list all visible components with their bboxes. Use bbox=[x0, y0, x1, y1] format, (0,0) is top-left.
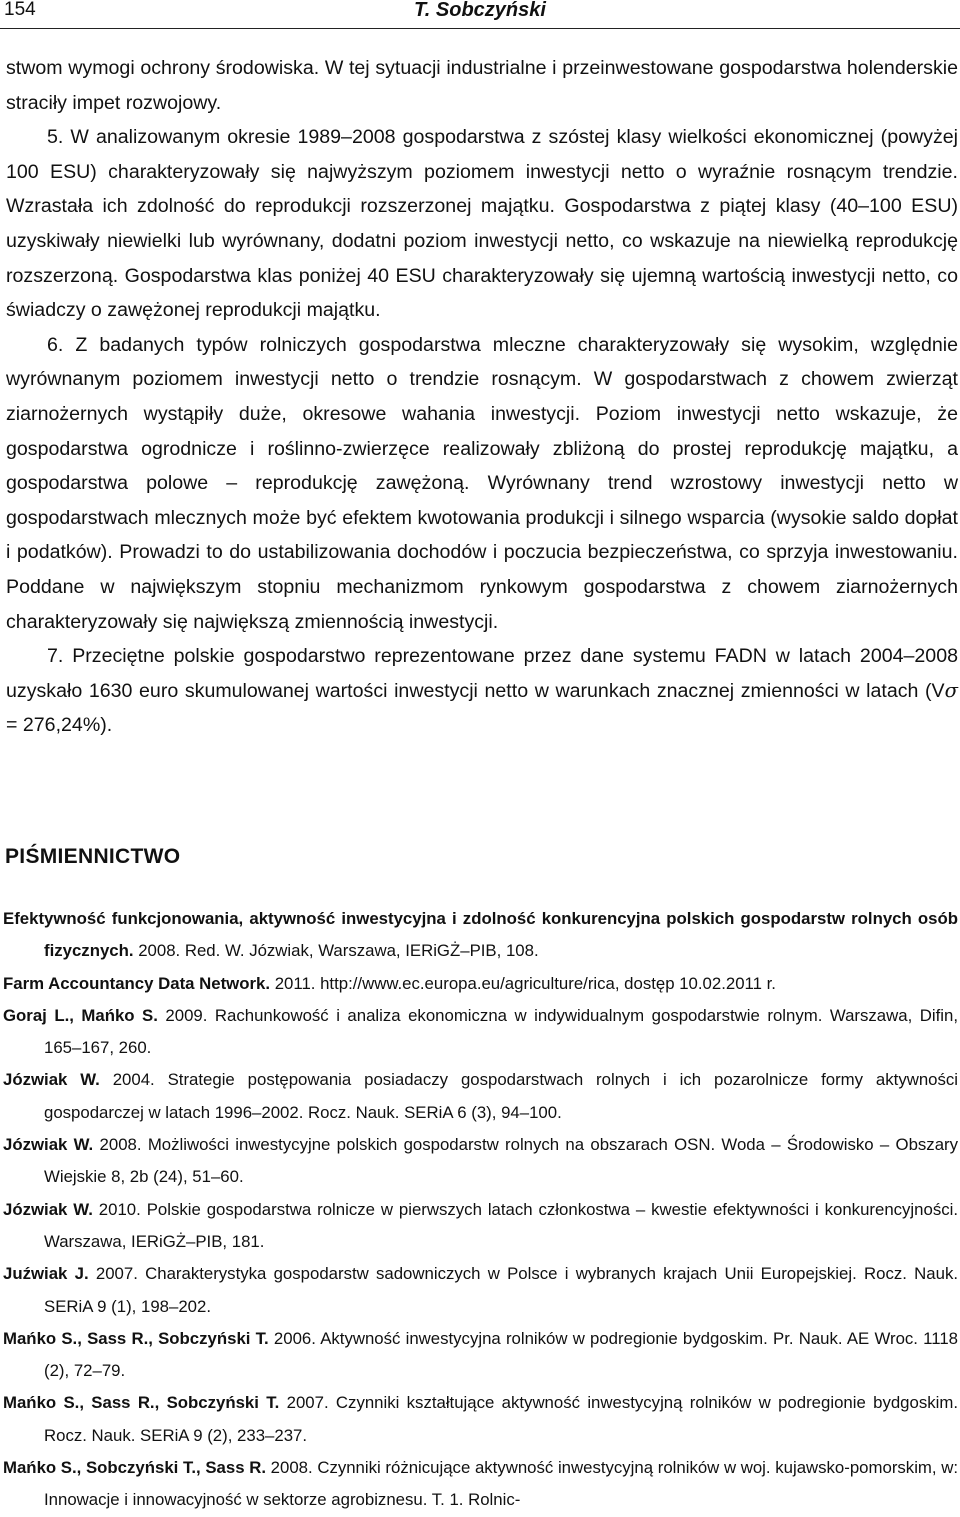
reference-item bbox=[3, 968, 958, 1000]
page-number: 154 bbox=[4, 0, 36, 20]
reference-authors: Mańko S., Sobczyński T., Sass R. bbox=[3, 1458, 266, 1478]
running-head: T. Sobczyński bbox=[414, 0, 546, 21]
reference-authors: Mańko S., Sass R., Sobczyński T. bbox=[3, 1393, 280, 1413]
reference-item bbox=[3, 1452, 958, 1517]
reference-authors: Mańko S., Sass R., Sobczyński T. bbox=[3, 1328, 269, 1348]
reference-details: 2007. Czynniki kształtujące aktywność inwestycyjną rolników w podregionie bydgoskim. Rocz. Nauk. SERiA 9 (2), 233–237. bbox=[44, 1393, 958, 1445]
reference-item bbox=[3, 1194, 958, 1259]
paragraph-continuation: stwom wymogi ochrony środowiska. W tej sytuacji industrialne i przeinwestowane gospodarstwa holenderskie straciły impet rozwojowy. bbox=[6, 57, 958, 114]
reference-item bbox=[3, 1258, 958, 1323]
reference-details: 2008. Możliwości inwestycyjne polskich gospodarstw rolnych na obszarach OSN. Woda – Środowisko – Obszary Wiejskie 8, 2b (24), 51–60. bbox=[44, 1135, 959, 1187]
reference-authors: Farm Accountancy Data Network. bbox=[3, 973, 271, 993]
reference-details: 2004. Strategie postępowania posiadaczy gospodarstwach rolnych i ich pozarolnicze formy aktywności gospodarczej w latach 1996–2002. Rocz. Nauk. SERiA 6 (3), 94–100. bbox=[44, 1070, 959, 1122]
reference-list bbox=[3, 903, 958, 1517]
reference-item bbox=[3, 1064, 958, 1129]
reference-details: 2009. Rachunkowość i analiza ekonomiczna w indywidualnym gospodarstwie rolnym. Warszawa, Difin, 165–167, 260. bbox=[44, 1005, 958, 1058]
reference-authors: Józwiak W. bbox=[3, 1199, 93, 1219]
sigma-symbol: σ bbox=[944, 678, 958, 702]
page-header bbox=[0, 0, 960, 29]
reference-item bbox=[3, 903, 958, 968]
reference-details: 2008. Red. W. Józwiak, Warszawa, IERiGŻ–PIB, 108. bbox=[133, 941, 539, 961]
section-title: PIŚMIENNICTWO bbox=[5, 845, 181, 868]
reference-authors: Goraj L., Mańko S. bbox=[3, 1005, 158, 1025]
reference-details: 2007. Charakterystyka gospodarstw sadowniczych w Polsce i wybranych krajach Unii Europejskiej. Rocz. Nauk. SERiA 9 (1), 198–202. bbox=[44, 1264, 958, 1316]
conclusion-7 bbox=[6, 639, 958, 743]
conclusion-7-end: = 276,24%). bbox=[6, 714, 113, 737]
reference-item bbox=[3, 1387, 958, 1452]
reference-item bbox=[3, 1000, 958, 1065]
conclusion-6: 6. Z badanych typów rolniczych gospodarstwa mleczne charakteryzowały się wysokim, względnie wyrównanym poziomem inwestycji netto o trendzie rosnącym. W gospodarstwach z chowem zwierząt ziarnożernych wystąpiły duże, okresowe wahania inwestycji. Poziom inwestycji netto wskazuje, że gospodarstwa ogrodnicze i roślinno-zwierzęce realizowały zbliżoną do prostej reprodukcję majątku, a gospodarstwa polowe – reprodukcję zawężoną. Wyrównany trend wzrostowy inwestycji netto w gospodarstwach mlecznych może być efektem kwotowania produkcji i silnego wsparcia (wysokie saldo dopłat i podatków). Prowadzi to do ustabilizowania dochodów i poczucia bezpieczeństwa, co sprzyja inwestowaniu. Poddane w największym stopniu mechanizmom rynkowym gospodarstwa z chowem ziarnożernych charakteryzowały się największą zmiennością inwestycji. bbox=[6, 333, 958, 633]
conclusion-5: 5. W analizowanym okresie 1989–2008 gospodarstwa z szóstej klasy wielkości ekonomicznej (powyżej 100 ESU) charakteryzowały się najwyższym poziomem inwestycji netto o wyraźnie rosnącym trendzie. Wzrastała ich zdolność do reprodukcji rozszerzonej majątku. Gospodarstwa z piątej klasy (40–100 ESU) uzyskiwały niewielki lub wyrównany, dodatni poziom inwestycji netto, co wskazuje na niewielką reprodukcję rozszerzoną. Gospodarstwa klas poniżej 40 ESU charakteryzowały się ujemną wartością inwestycji netto, co świadczy o zawężonej reprodukcji majątku. bbox=[6, 126, 958, 322]
reference-item bbox=[3, 1129, 958, 1194]
body-text bbox=[6, 51, 958, 743]
reference-details: 2008. Czynniki różnicujące aktywność inwestycyjną rolników w woj. kujawsko-pomorskim, w: Innowacje i innowacyjność w sektorze agrobiznesu. T. 1. Rolnic- bbox=[44, 1458, 959, 1510]
reference-details: 2010. Polskie gospodarstwa rolnicze w pierwszych latach członkostwa – kwestie efektywności i konkurencyjności. Warszawa, IERiGŻ–PIB, 181. bbox=[44, 1199, 958, 1251]
reference-authors: Józwiak W. bbox=[3, 1135, 94, 1155]
reference-authors: Efektywność funkcjonowania, aktywność inwestycyjna i zdolność konkurencyjna polskich gospodarstw rolnych osób fizycznych. bbox=[3, 909, 958, 961]
reference-authors: Juźwiak J. bbox=[3, 1264, 89, 1284]
reference-authors: Józwiak W. bbox=[3, 1070, 100, 1090]
reference-item bbox=[3, 1323, 958, 1388]
reference-details: 2006. Aktywność inwestycyjna rolników w podregionie bydgoskim. Pr. Nauk. AE Wroc. 1118 (2), 72–79. bbox=[44, 1328, 958, 1381]
conclusion-7-text: 7. Przeciętne polskie gospodarstwo reprezentowane przez dane systemu FADN w latach 2004–2008 uzyskało 1630 euro skumulowanej wartości inwestycji netto w warunkach znacznej zmienności w latach (V bbox=[6, 645, 958, 702]
reference-details: 2011. http://www.ec.europa.eu/agriculture/rica, dostęp 10.02.2011 r. bbox=[270, 973, 776, 993]
